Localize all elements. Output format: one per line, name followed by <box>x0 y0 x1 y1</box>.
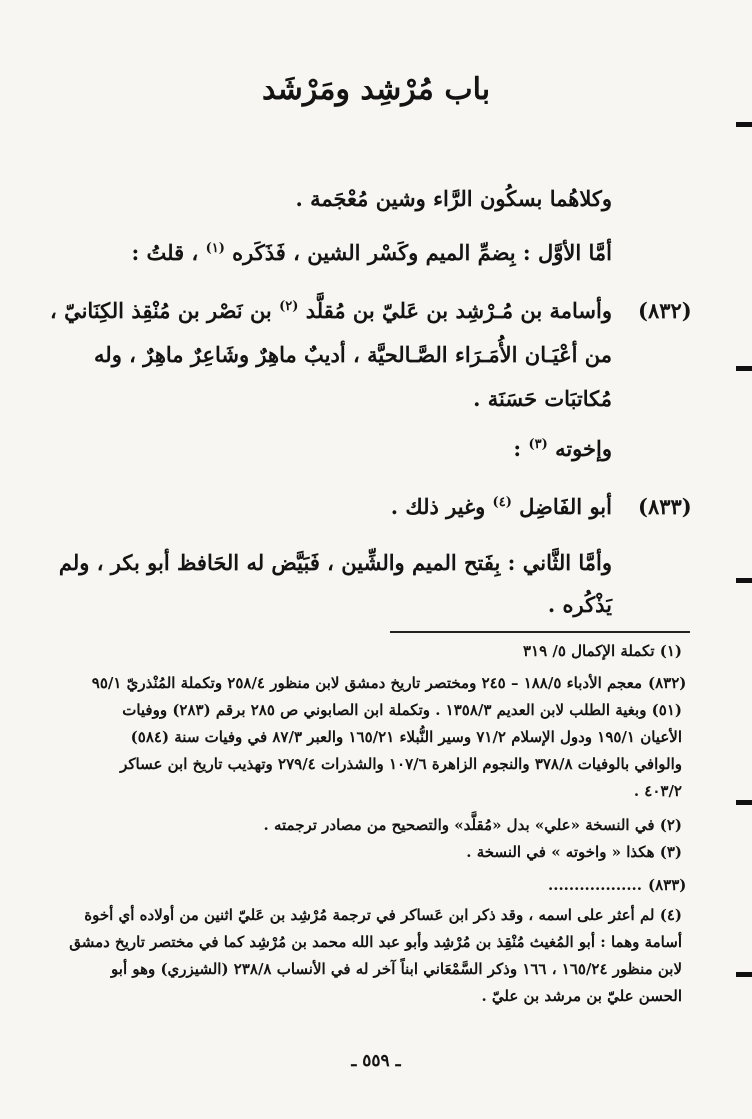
scan-edge-mark <box>736 800 752 805</box>
body-line-1: وكلاهُما بسكُون الرَّاء وشين مُعْجَمة . <box>295 186 612 211</box>
footnote-ref-4: (٤) <box>492 495 512 510</box>
scan-edge-mark <box>736 366 752 371</box>
footnote-833-dots: .................. <box>548 876 642 894</box>
footnote-4-line-3: لابن منظور ١٦٥/٢٤ ، ١٦٦ وذكر السَّمْعَاني ابناً آخر له في الأنساب ٢٣٨/٨ (الشيزري) وهو أبو <box>111 960 682 978</box>
body-line-2-text: أمَّا الأوَّل : بِضمِّ الميم وكَسْر الشين ، فَذَكَره <box>232 240 612 265</box>
footnote-832-line-3: الأعيان ١٩٥/١ ودول الإسلام ٧١/٢ وسير النُّبلاء ١٦٥/٢١ والعبر ٨٧/٣ في وفيات سنة (٥٨٤) <box>130 728 682 746</box>
footnote-832-line-2: (٥١) وبغية الطلب لابن العديم ١٣٥٨/٣ . وتكملة ابن الصابوني ص ٢٨٥ برقم (٢٨٣) ووفيات <box>122 701 682 719</box>
entry-832-line-1-text: وأسامة بن مُـرْشِد بن عَليّ بن مُقلَّد <box>305 298 612 323</box>
body-line-2-end: ، قلتُ : <box>131 240 199 265</box>
entry-832-line-3: مُكاتبَات حَسَنَة . <box>473 386 612 411</box>
entry-833-text: أبو الفَاضِل <box>519 494 612 519</box>
footnote-833-number: (٨٣٣) <box>648 876 687 894</box>
body-line-2 <box>131 240 612 265</box>
entry-833-number: (٨٣٣) <box>638 494 692 519</box>
footnote-832-line-4: والوافي بالوفيات ٣٧٨/٨ والنجوم الزاهرة ١٠٧/٦ والشذرات ٢٧٩/٤ وتهذيب تاريخ ابن عساكر <box>120 755 682 773</box>
scan-edge-mark <box>736 972 752 977</box>
footnote-ref-1: (١) <box>205 241 225 256</box>
entry-832-number: (٨٣٢) <box>638 298 692 323</box>
entry-832-line-1 <box>50 298 612 323</box>
footnote-832-line-5: ٤٠٣/٢ . <box>633 782 682 800</box>
entry-832-line-1-end: بن نَصْر بن مُنْقِذ الكِنَانيّ ، <box>50 298 272 323</box>
brothers-text: وإخوته <box>555 436 612 461</box>
scan-edge-mark <box>736 122 752 127</box>
second-line-1: وأمَّا الثَّاني : بِفَتح الميم والشِّين ، فَبَيَّض له الحَافظ أبو بكر ، ولم <box>58 550 612 575</box>
second-line-2: يَذْكُره . <box>547 592 612 617</box>
footnote-ref-2: (٢) <box>279 299 299 314</box>
chapter-heading: باب مُرْشِد ومَرْشَد <box>261 72 491 107</box>
entry-833-end: وغير ذلك . <box>390 494 486 519</box>
footnote-832-line-1: معجم الأدباء ١٨٨/٥ – ٢٤٥ ومختصر تاريخ دمشق لابن منظور ٢٥٨/٤ وتكملة المُنْذريّ ٩٥/١ <box>91 674 642 692</box>
footnote-4-line-4: الحسن عليّ بن مرشد بن عليّ . <box>481 987 682 1005</box>
footnote-4-line-2: أسامة وهما : أبو المُغيث مُنْقِذ بن مُرْشِد وأبو عبد الله محمد بن مُرْشِد كما في مختصر تاريخ دمشق <box>69 933 682 951</box>
entry-833-line <box>391 494 612 519</box>
footnote-3: (٣) هكذا « واخوته » في النسخة . <box>466 843 682 861</box>
footnote-separator <box>390 631 690 633</box>
page-number: ـ ٥٥٩ ـ <box>351 1051 401 1071</box>
footnote-2: (٢) في النسخة «علي» بدل «مُقلَّد» والتصحيح من مصادر ترجمته . <box>263 816 682 834</box>
brothers-line <box>513 436 612 461</box>
footnote-4-line-1: (٤) لم أعثر على اسمه ، وقد ذكر ابن عَساكر في ترجمة مُرْشِد بن عَليّ اثنين من أولاده أي أخوة <box>84 906 682 924</box>
footnote-1: (١) تكملة الإكمال ٥/ ٣١٩ <box>522 642 682 660</box>
scan-edge-mark <box>736 578 752 583</box>
footnote-832-number: (٨٣٢) <box>648 674 687 692</box>
footnote-ref-3: (٣) <box>528 437 548 452</box>
brothers-colon: : <box>513 436 522 461</box>
entry-832-line-2: من أعْيَـان الأُمَـرَاء الصَّـالحيَّة ، أديبٌ ماهِرٌ وشَاعِرٌ ماهِرٌ ، وله <box>94 342 612 367</box>
